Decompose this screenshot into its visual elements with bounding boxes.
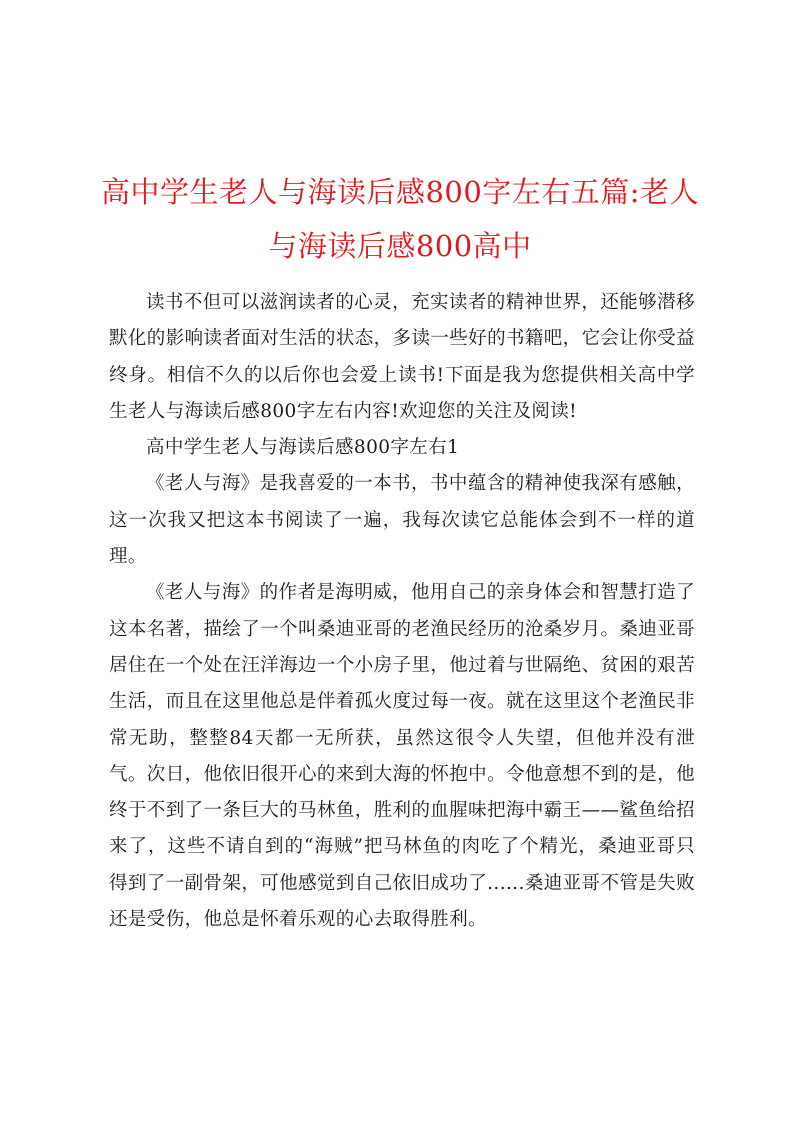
document-title: 高中学生老人与海读后感800字左右五篇:老人与海读后感800高中 (100, 175, 700, 263)
section-heading: 高中学生老人与海读后感800字左右1 (146, 437, 460, 459)
intro-paragraph: 读书不但可以滋润读者的心灵，充实读者的精神世界，还能够潜移默化的影响读者面对生活的状态，多读一些好的书籍吧，它会让你受益终身。相信不久的以后你也会爱上读书!下面是我为您提供相关高中学生老人与海读后感800字左右内容!欢迎您的关注及阅读! (109, 292, 695, 422)
body-paragraph: 《老人与海》的作者是海明威，他用自己的亲身体会和智慧打造了这本名著，描绘了一个叫桑迪亚哥的老渔民经历的沧桑岁月。桑迪亚哥居住在一个处在汪洋海边一个小房子里，他过着与世隔绝、贫困的艰苦生活，而且在这里他总是伴着孤火度过每一夜。就在这里这个老渔民非常无助，整整84天都一无所获，虽然这很令人失望，但他并没有泄气。次日，他依旧很开心的来到大海的怀抱中。令他意想不到的是，他终于不到了一条巨大的马林鱼，胜利的血腥味把海中霸王——鲨鱼给招来了，这些不请自到的“海贼”把马林鱼的肉吃了个精光，桑迪亚哥只得到了一副骨架，可他感觉到自己依旧成功了......桑迪亚哥不管是失败还是受伤，他总是怀着乐观的心去取得胜利。 (109, 582, 695, 931)
body-paragraph: 《老人与海》是我喜爱的一本书，书中蕴含的精神使我深有感触，这一次我又把这本书阅读了一遍，我每次读它总能体会到不一样的道理。 (109, 473, 695, 568)
document-body (109, 285, 695, 938)
